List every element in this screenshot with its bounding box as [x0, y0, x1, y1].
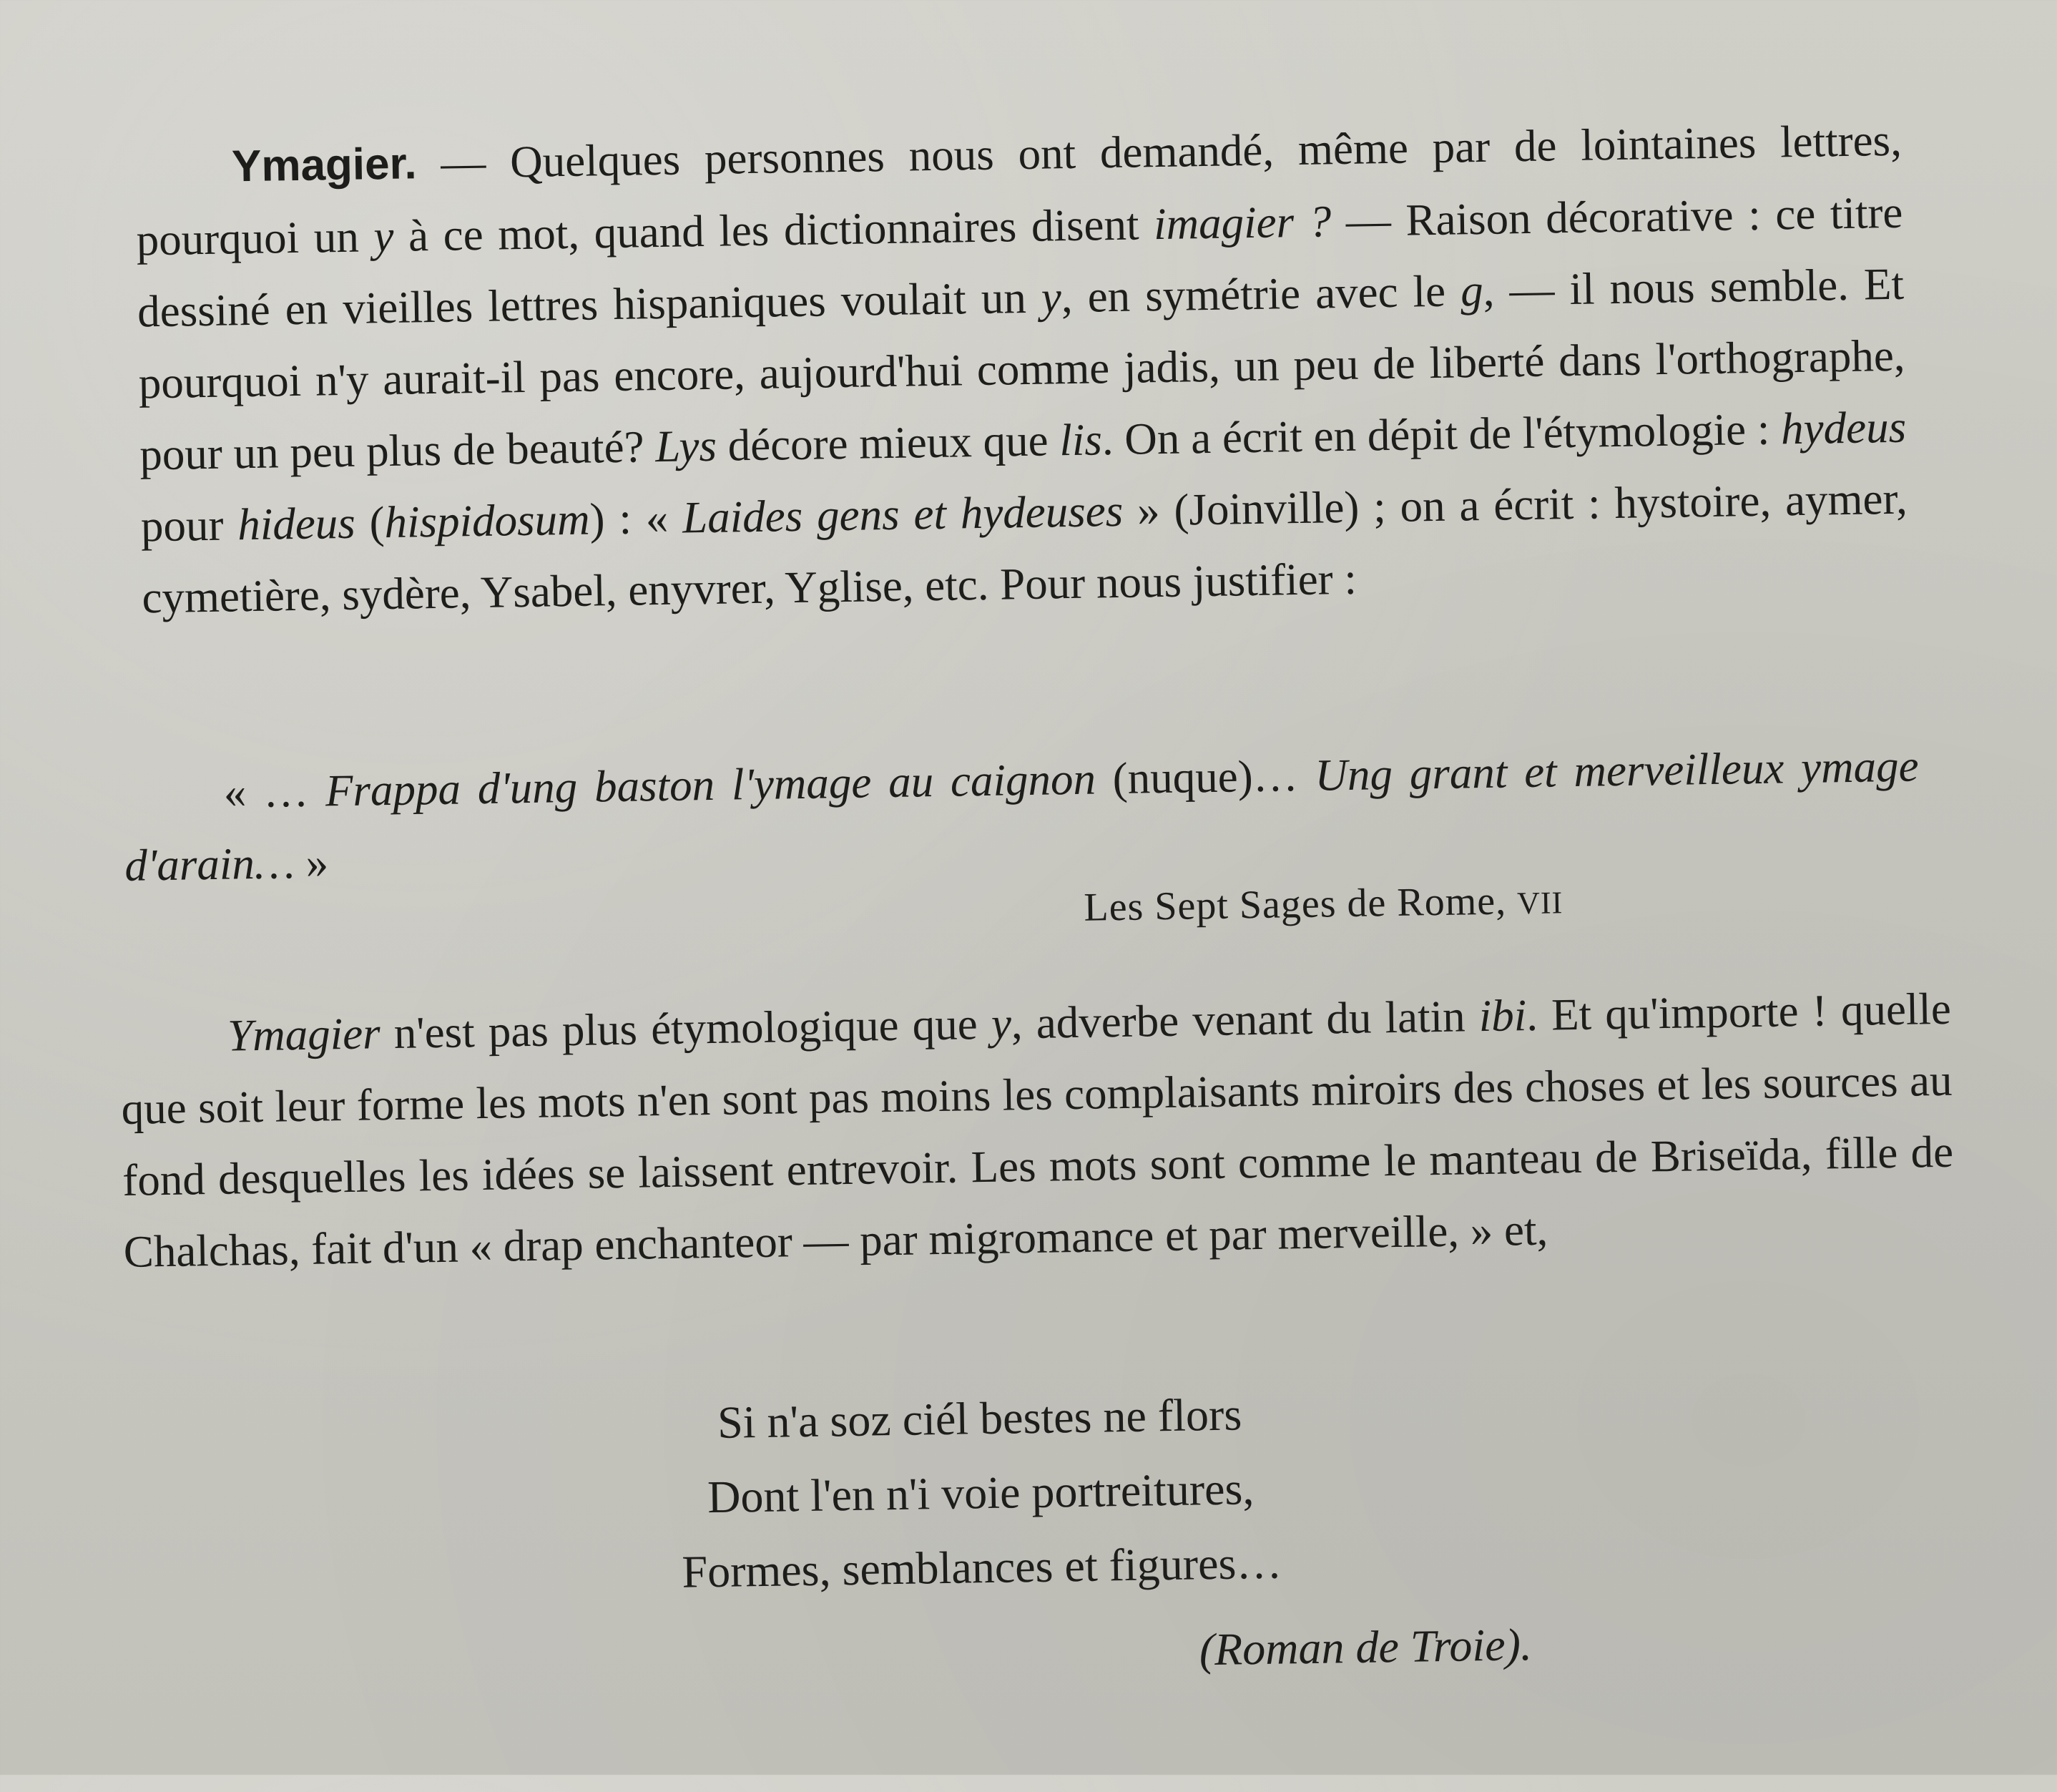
text-run: »	[294, 837, 329, 888]
verse-citation: (Roman de Troie).	[1199, 1619, 1533, 1675]
text-run: , en symétrie avec le	[1061, 265, 1461, 323]
text-run: (	[355, 497, 386, 548]
italic-run: Lys	[654, 420, 717, 472]
italic-run: g	[1460, 265, 1484, 316]
verse-line: Si n'a soz ciél bestes ne flors	[717, 1389, 1242, 1448]
italic-run: Ymagier	[227, 1008, 381, 1061]
text-run: décore mieux que	[716, 415, 1060, 471]
verse-line: Formes, semblances et figures…	[681, 1537, 1282, 1597]
text-run: pour	[140, 499, 238, 552]
quotation-sept-sages	[123, 730, 1920, 901]
paragraph-ymagier	[134, 104, 1909, 634]
text-run: . Et qu'importe ! quelle que soit leur forme les mots n'en sont pas moins les complaisants miroirs des choses et les sources au fond desquelles les idées se laissent entrevoir. Les mots sont comme le manteau de Briseïda, fille de Chalchas, fait d'un « drap enchanteor — par migromance et par merveille, » et,	[121, 983, 1954, 1277]
text-run: « …	[223, 765, 326, 818]
text-run: ) : «	[589, 492, 683, 544]
text-run: . On a écrit en dépit de l'étymologie :	[1101, 403, 1782, 465]
paragraph-etymologie	[119, 973, 1955, 1288]
italic-run: y	[991, 998, 1012, 1049]
italic-run: hispidosum	[384, 494, 591, 548]
source-title: Les Sept Sages de Rome,	[1083, 878, 1518, 930]
text-run: » (Joinville) ; on a écrit : hystoire, aymer, cymetière, sydère, Ysabel, enyvrer, Yglise, etc. Pour nous justifier :	[141, 473, 1908, 623]
italic-run: y	[373, 210, 394, 262]
text-run: n'est pas plus étymologique que	[380, 998, 992, 1059]
text-run: — Quelques personnes nous ont demandé, même par de lointaines lettres, pourquoi un	[136, 114, 1903, 265]
italic-run: Frappa d'ung baston l'ymage au caignon	[325, 753, 1096, 816]
entry-heading: Ymagier.	[231, 139, 418, 192]
italic-run: Laides gens et hydeuses	[682, 485, 1124, 543]
quotation-source	[1084, 875, 1563, 936]
source-chapter: VII	[1516, 885, 1563, 921]
italic-run: hydeus	[1780, 401, 1907, 454]
text-run: , adverbe venant du latin	[1011, 991, 1480, 1049]
text-run: — Raison décorative : ce titre dessiné en vieilles lettres hispaniques voulait un	[137, 187, 1903, 337]
italic-run: hideus	[237, 497, 356, 550]
italic-run: lis	[1059, 414, 1103, 466]
text-run: (nuque)…	[1095, 750, 1316, 804]
italic-run: y	[1041, 272, 1062, 323]
text-run: à ce mot, quand les dictionnaires disent	[393, 199, 1154, 261]
italic-run: ibi	[1478, 990, 1527, 1042]
italic-run: imagier ?	[1153, 196, 1332, 250]
text-run: , — il nous semble. Et pourquoi n'y aurait-il pas encore, aujourd'hui comme jadis, un peu de liberté dans l'orthographe, pour un peu plus de beauté?	[138, 258, 1906, 480]
verse-quotation	[0, 1366, 2011, 1621]
italic-run: Ung grant et merveilleux ymage d'arain…	[124, 740, 1920, 891]
verse-line: Dont l'en n'i voie portreitures,	[707, 1463, 1255, 1523]
